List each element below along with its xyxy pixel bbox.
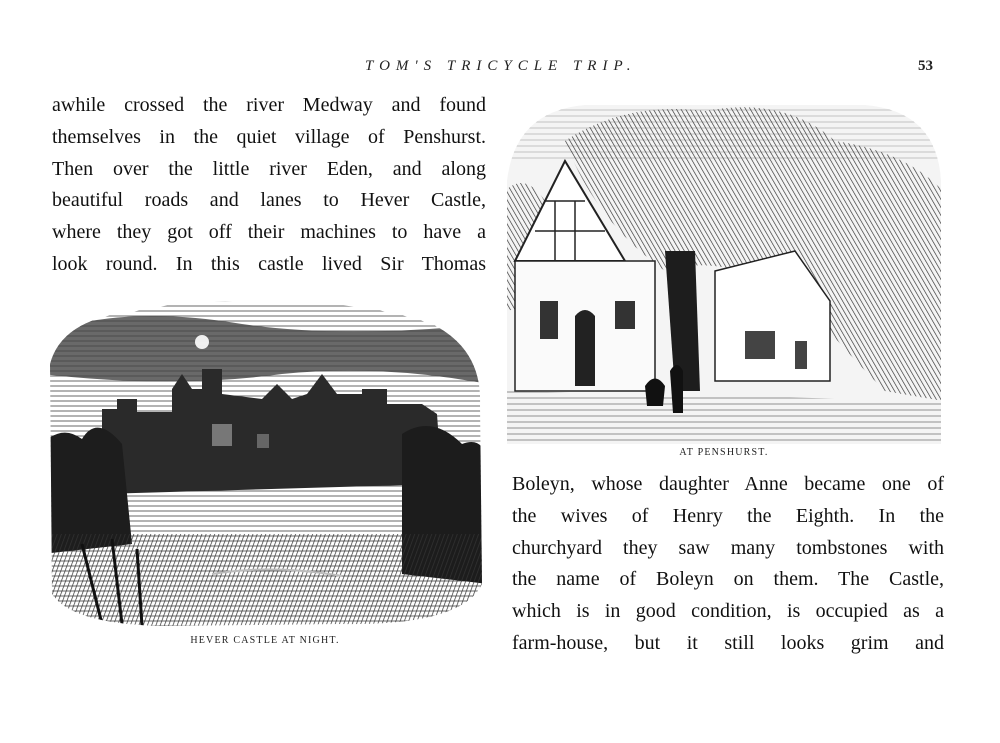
- penshurst-illustration: [505, 101, 943, 444]
- right-text-column: [512, 469, 944, 660]
- text-line: farm-house, but it still looks grim and: [512, 631, 944, 654]
- hever-caption: HEVER CASTLE AT NIGHT.: [190, 635, 340, 646]
- text-line: the wives of Henry the Eighth. In the: [512, 504, 944, 527]
- text-line: which is in good condition, is occupied as a: [512, 600, 944, 623]
- text-line: Boleyn, whose daughter Anne became one of: [512, 473, 944, 495]
- text-line: Then over the little river Eden, and along: [52, 157, 486, 180]
- text-line: churchyard they saw many tombstones with: [512, 536, 944, 559]
- hever-castle-illustration: [42, 294, 488, 630]
- text-line: themselves in the quiet village of Penshurst.: [52, 125, 486, 148]
- page-number: 53: [918, 58, 933, 74]
- text-line: look round. In this castle lived Sir Thomas: [52, 252, 486, 275]
- text-line: awhile crossed the river Medway and found: [52, 94, 486, 116]
- running-title: TOM'S TRICYCLE TRIP.: [365, 58, 637, 74]
- text-line: beautiful roads and lanes to Hever Castle,: [52, 189, 486, 212]
- text-line: where they got off their machines to have a: [52, 221, 486, 244]
- text-line: the name of Boleyn on them. The Castle,: [512, 568, 944, 591]
- penshurst-caption: AT PENSHURST.: [679, 447, 769, 458]
- left-text-column: [52, 90, 486, 281]
